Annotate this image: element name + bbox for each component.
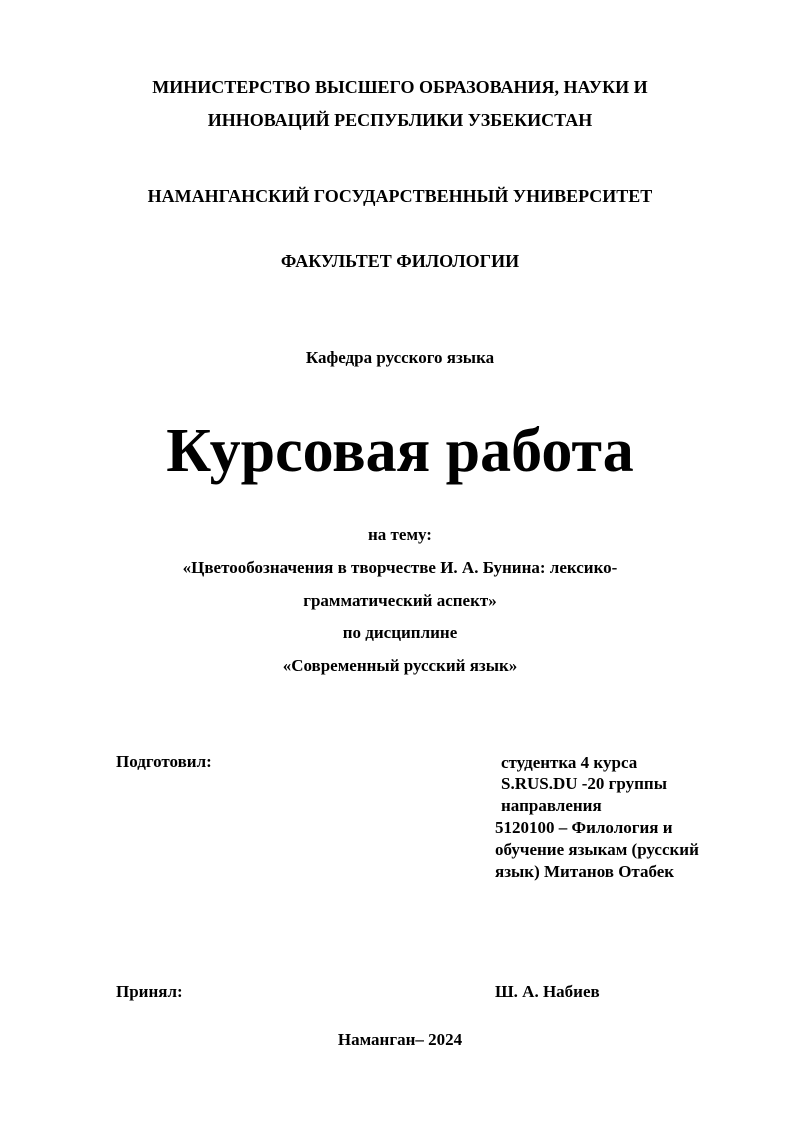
prepared-label: Подготовил: [116, 752, 212, 771]
discipline-intro: по дисциплине [342, 623, 458, 642]
prepared-line-4: 5120100 – Филология и [495, 818, 673, 837]
topic-line-2: грамматический аспект» [303, 591, 497, 610]
accepted-name: Ш. А. Набиев [495, 982, 600, 1001]
prepared-line-3: направления [501, 796, 602, 815]
prepared-line-2: S.RUS.DU -20 группы [501, 774, 667, 793]
university-name: НАМАНГАНСКИЙ ГОСУДАРСТВЕННЫЙ УНИВЕРСИТЕТ [147, 186, 653, 206]
department-name: Кафедра русского языка [305, 348, 495, 367]
city-year: Наманган– 2024 [337, 1030, 463, 1049]
accepted-label: Принял: [116, 982, 183, 1001]
topic-intro: на тему: [368, 525, 432, 544]
prepared-line-6: язык) Митанов Отабек [495, 862, 675, 881]
ministry-line-2: ИННОВАЦИЙ РЕСПУБЛИКИ УЗБЕКИСТАН [207, 110, 593, 130]
topic-line-1: «Цветообозначения в творчестве И. А. Бунина: лексико- [182, 558, 618, 577]
ministry-line-1: МИНИСТЕРСТВО ВЫСШЕГО ОБРАЗОВАНИЯ, НАУКИ И [152, 77, 648, 97]
faculty-name: ФАКУЛЬТЕТ ФИЛОЛОГИИ [280, 251, 520, 271]
document-title: Курсовая работа [166, 417, 634, 485]
prepared-line-5: обучение языкам (русский [495, 840, 699, 859]
prepared-line-1: студентка 4 курса [501, 753, 638, 772]
discipline-name: «Современный русский язык» [282, 656, 518, 675]
